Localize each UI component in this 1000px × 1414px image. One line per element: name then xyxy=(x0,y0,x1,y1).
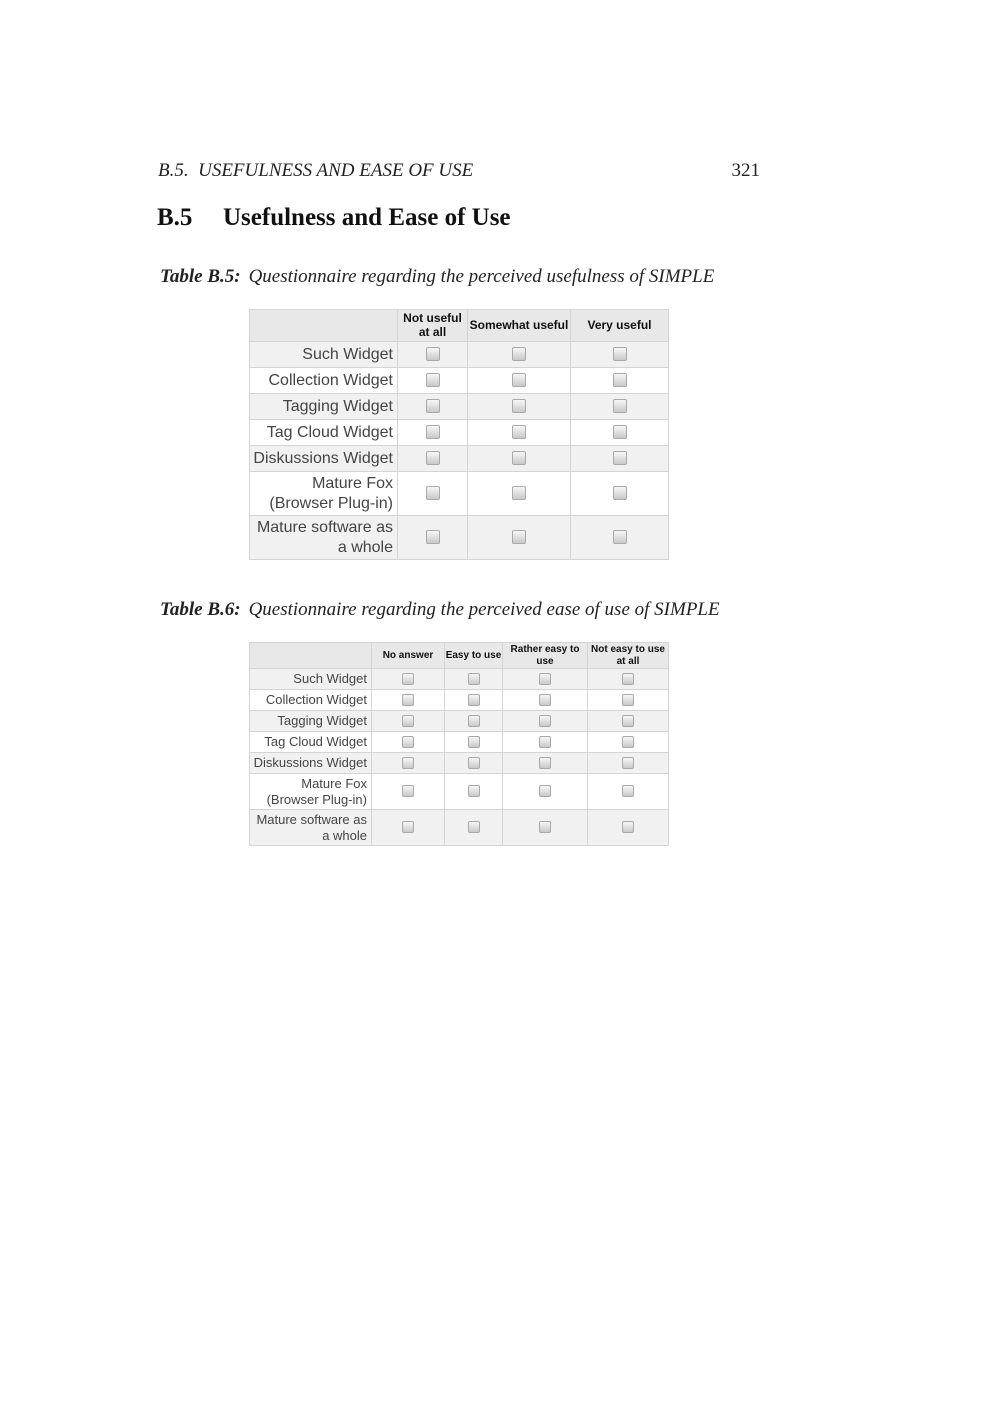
table-ease-caption xyxy=(160,599,720,621)
radio-button[interactable] xyxy=(402,715,414,727)
radio-button[interactable] xyxy=(468,757,480,769)
radio-cell xyxy=(468,394,571,420)
radio-button[interactable] xyxy=(539,736,551,748)
table-row xyxy=(250,753,669,774)
radio-cell xyxy=(372,753,445,774)
radio-cell xyxy=(571,446,669,472)
radio-cell xyxy=(588,690,669,711)
row-label: Mature software as a whole xyxy=(250,516,398,560)
radio-button[interactable] xyxy=(622,673,634,685)
radio-button[interactable] xyxy=(622,736,634,748)
row-label: Mature Fox (Browser Plug-in) xyxy=(250,774,372,810)
column-header: Rather easy to use xyxy=(503,643,588,669)
radio-button[interactable] xyxy=(512,373,526,387)
radio-cell xyxy=(468,472,571,516)
table-row xyxy=(250,690,669,711)
radio-button[interactable] xyxy=(468,694,480,706)
caption-text: Questionnaire regarding the perceived ease of use of SIMPLE xyxy=(248,599,720,620)
radio-button[interactable] xyxy=(402,785,414,797)
radio-button[interactable] xyxy=(613,347,627,361)
radio-cell xyxy=(445,711,503,732)
radio-button[interactable] xyxy=(613,486,627,500)
radio-cell xyxy=(503,711,588,732)
radio-cell xyxy=(398,446,468,472)
radio-button[interactable] xyxy=(402,694,414,706)
column-header: Somewhat useful xyxy=(468,310,571,342)
radio-cell xyxy=(445,753,503,774)
radio-button[interactable] xyxy=(512,399,526,413)
ease-of-use-table xyxy=(249,642,669,846)
radio-button[interactable] xyxy=(402,673,414,685)
row-label: Tagging Widget xyxy=(250,711,372,732)
radio-button[interactable] xyxy=(622,694,634,706)
row-label: Tagging Widget xyxy=(250,394,398,420)
table-row xyxy=(250,420,669,446)
section-number: B.5 xyxy=(157,204,193,231)
table-row xyxy=(250,711,669,732)
radio-cell xyxy=(372,690,445,711)
radio-cell xyxy=(445,774,503,810)
table-row xyxy=(250,810,669,846)
radio-button[interactable] xyxy=(613,451,627,465)
radio-cell xyxy=(588,732,669,753)
running-head xyxy=(158,160,760,184)
row-label: Collection Widget xyxy=(250,368,398,394)
radio-cell xyxy=(588,669,669,690)
radio-button[interactable] xyxy=(539,821,551,833)
table-row xyxy=(250,394,669,420)
radio-cell xyxy=(372,810,445,846)
page-number: 321 xyxy=(731,160,760,181)
radio-cell xyxy=(468,368,571,394)
radio-cell xyxy=(503,690,588,711)
running-head-left xyxy=(158,160,473,182)
column-header: Easy to use xyxy=(445,643,503,669)
radio-cell xyxy=(372,669,445,690)
usefulness-table xyxy=(249,309,669,560)
radio-cell xyxy=(468,446,571,472)
running-head-title: USEFULNESS AND EASE OF USE xyxy=(198,160,474,181)
radio-button[interactable] xyxy=(468,673,480,685)
radio-cell xyxy=(398,342,468,368)
radio-cell xyxy=(445,810,503,846)
radio-cell xyxy=(468,420,571,446)
radio-cell xyxy=(398,420,468,446)
radio-button[interactable] xyxy=(539,715,551,727)
radio-button[interactable] xyxy=(426,530,440,544)
table-row xyxy=(250,446,669,472)
radio-cell xyxy=(571,394,669,420)
table-usefulness-caption xyxy=(160,266,714,288)
radio-button[interactable] xyxy=(613,399,627,413)
radio-button[interactable] xyxy=(402,736,414,748)
radio-cell xyxy=(571,516,669,560)
radio-cell xyxy=(372,774,445,810)
radio-cell xyxy=(445,690,503,711)
radio-button[interactable] xyxy=(426,373,440,387)
radio-cell xyxy=(503,753,588,774)
radio-button[interactable] xyxy=(512,425,526,439)
radio-button[interactable] xyxy=(613,425,627,439)
header-corner xyxy=(250,310,398,342)
radio-cell xyxy=(588,753,669,774)
radio-button[interactable] xyxy=(512,451,526,465)
radio-cell xyxy=(588,711,669,732)
radio-button[interactable] xyxy=(468,785,480,797)
caption-label: Table B.5: xyxy=(160,266,241,287)
radio-button[interactable] xyxy=(613,373,627,387)
radio-button[interactable] xyxy=(468,736,480,748)
column-header: No answer xyxy=(372,643,445,669)
radio-button[interactable] xyxy=(468,715,480,727)
row-label: Mature Fox (Browser Plug-in) xyxy=(250,472,398,516)
row-label: Diskussions Widget xyxy=(250,753,372,774)
table-row xyxy=(250,472,669,516)
radio-cell xyxy=(571,472,669,516)
radio-cell xyxy=(445,732,503,753)
radio-cell xyxy=(588,810,669,846)
radio-button[interactable] xyxy=(426,486,440,500)
radio-button[interactable] xyxy=(512,486,526,500)
radio-button[interactable] xyxy=(622,785,634,797)
radio-button[interactable] xyxy=(539,694,551,706)
radio-button[interactable] xyxy=(426,347,440,361)
radio-cell xyxy=(571,368,669,394)
radio-button[interactable] xyxy=(622,757,634,769)
radio-cell xyxy=(503,774,588,810)
radio-button[interactable] xyxy=(539,757,551,769)
row-label: Mature software as a whole xyxy=(250,810,372,846)
section-title: Usefulness and Ease of Use xyxy=(223,204,511,231)
radio-button[interactable] xyxy=(402,757,414,769)
radio-button[interactable] xyxy=(539,785,551,797)
radio-button[interactable] xyxy=(613,530,627,544)
radio-button[interactable] xyxy=(539,673,551,685)
row-label: Tag Cloud Widget xyxy=(250,420,398,446)
table-row xyxy=(250,774,669,810)
column-header: Not useful at all xyxy=(398,310,468,342)
radio-button[interactable] xyxy=(512,530,526,544)
row-label: Diskussions Widget xyxy=(250,446,398,472)
table-row xyxy=(250,732,669,753)
row-label: Such Widget xyxy=(250,342,398,368)
row-label: Such Widget xyxy=(250,669,372,690)
running-head-section: B.5. xyxy=(158,160,189,181)
radio-cell xyxy=(588,774,669,810)
radio-cell xyxy=(372,711,445,732)
header-row xyxy=(250,643,669,669)
radio-cell xyxy=(398,516,468,560)
row-label: Tag Cloud Widget xyxy=(250,732,372,753)
radio-cell xyxy=(571,342,669,368)
column-header: Not easy to use at all xyxy=(588,643,669,669)
table-row xyxy=(250,368,669,394)
radio-button[interactable] xyxy=(402,821,414,833)
radio-cell xyxy=(571,420,669,446)
section-heading xyxy=(157,204,511,232)
caption-text: Questionnaire regarding the perceived usefulness of SIMPLE xyxy=(248,266,715,287)
radio-button[interactable] xyxy=(426,425,440,439)
header-row xyxy=(250,310,669,342)
row-label: Collection Widget xyxy=(250,690,372,711)
radio-cell xyxy=(398,472,468,516)
radio-cell xyxy=(398,368,468,394)
radio-cell xyxy=(503,732,588,753)
radio-button[interactable] xyxy=(468,821,480,833)
radio-cell xyxy=(503,810,588,846)
radio-cell xyxy=(398,394,468,420)
radio-cell xyxy=(468,342,571,368)
radio-cell xyxy=(372,732,445,753)
table-row xyxy=(250,669,669,690)
radio-button[interactable] xyxy=(512,347,526,361)
column-header: Very useful xyxy=(571,310,669,342)
radio-button[interactable] xyxy=(426,399,440,413)
radio-cell xyxy=(468,516,571,560)
caption-label: Table B.6: xyxy=(160,599,241,620)
table-row xyxy=(250,516,669,560)
table-row xyxy=(250,342,669,368)
radio-button[interactable] xyxy=(622,821,634,833)
radio-cell xyxy=(445,669,503,690)
radio-button[interactable] xyxy=(622,715,634,727)
radio-button[interactable] xyxy=(426,451,440,465)
header-corner xyxy=(250,643,372,669)
radio-cell xyxy=(503,669,588,690)
